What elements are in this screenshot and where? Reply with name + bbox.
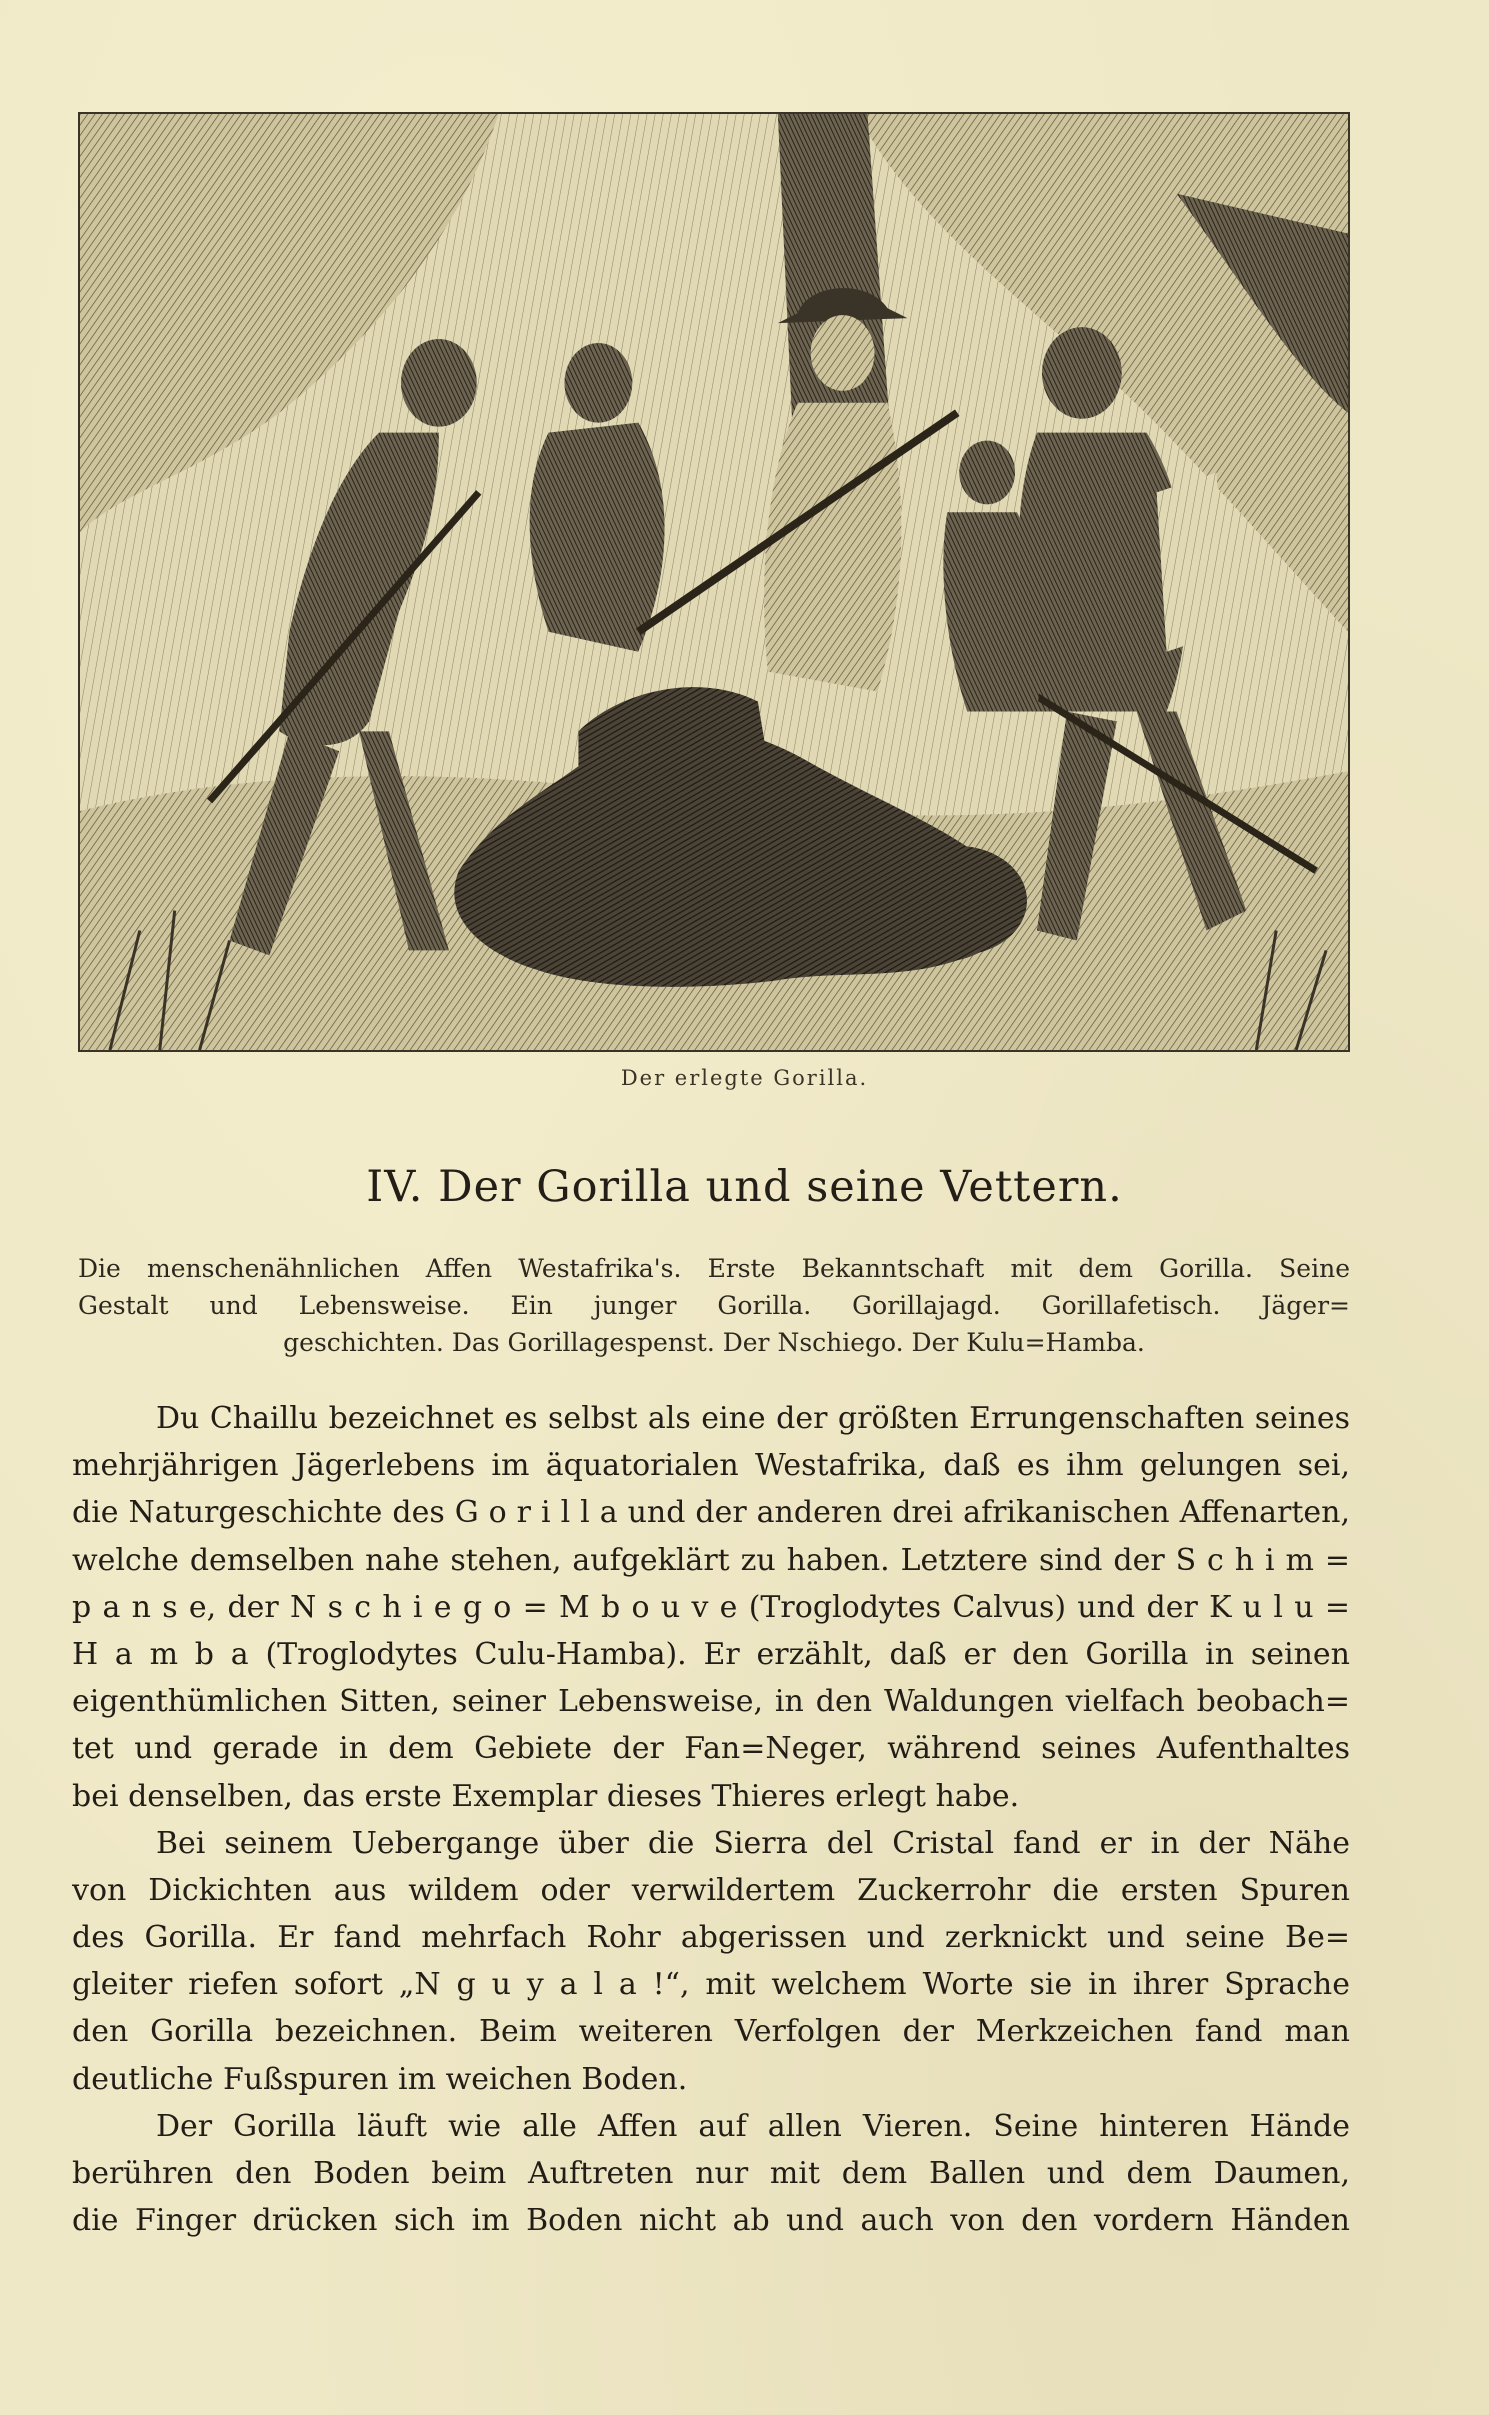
body-line: des Gorilla. Er fand mehrfach Rohr abgerissen und zerknickt und seine Be= xyxy=(72,1920,1350,1956)
body-line: H a m b a (Troglodytes Culu-Hamba). Er erzählt, daß er den Gorilla in seinen xyxy=(72,1636,1350,1672)
body-line: berühren den Boden beim Auftreten nur mit dem Ballen und dem Daumen, xyxy=(72,2156,1350,2191)
body-line: Der Gorilla läuft wie alle Affen auf allen Vieren. Seine hinteren Hände xyxy=(156,2108,1350,2144)
body-line: gleiter riefen sofort „N g u y a l a !“, mit welchem Worte sie in ihrer Sprache xyxy=(72,1967,1350,2003)
engraving-illustration xyxy=(78,112,1350,1052)
body-text xyxy=(72,1395,1350,2244)
summary-line: Gestalt und Lebensweise. Ein junger Gorilla. Gorillajagd. Gorillafetisch. Jäger= xyxy=(78,1291,1350,1320)
body-line: eigenthümlichen Sitten, seiner Lebensweise, in den Waldungen vielfach beobach= xyxy=(72,1684,1350,1720)
body-line: den Gorilla bezeichnen. Beim weiteren Verfolgen der Merkzeichen fand man xyxy=(72,2014,1350,2050)
body-line: tet und gerade in dem Gebiete der Fan=Neger, während seines Aufenthaltes xyxy=(72,1731,1350,1767)
body-line: mehrjährigen Jägerlebens im äquatorialen Westafrika, daß es ihm gelungen sei, xyxy=(72,1448,1350,1484)
chapter-title: IV. Der Gorilla und seine Vettern. xyxy=(366,1162,1123,1212)
figure-caption: Der erlegte Gorilla. xyxy=(620,1066,869,1090)
body-line: die Finger drücken sich im Boden nicht ab und auch von den vordern Händen xyxy=(72,2203,1350,2239)
body-line: Du Chaillu bezeichnet es selbst als eine der größten Errungenschaften seines xyxy=(156,1401,1350,1436)
engraving-artwork xyxy=(80,114,1348,1050)
summary-line: geschichten. Das Gorillagespenst. Der Nschiego. Der Kulu=Hamba. xyxy=(283,1328,1145,1357)
chapter-summary xyxy=(78,1250,1350,1361)
body-line: deutliche Fußspuren im weichen Boden. xyxy=(72,2061,688,2097)
body-line: Bei seinem Uebergange über die Sierra del Cristal fand er in der Nähe xyxy=(156,1825,1350,1861)
summary-line: Die menschenähnlichen Affen Westafrika's. Erste Bekanntschaft mit dem Gorilla. Seine xyxy=(78,1254,1350,1283)
body-line: welche demselben nahe stehen, aufgeklärt zu haben. Letztere sind der S c h i m = xyxy=(72,1542,1350,1578)
body-line: die Naturgeschichte des G o r i l l a und der anderen drei afrikanischen Affenarten, xyxy=(72,1495,1350,1531)
body-line: von Dickichten aus wildem oder verwildertem Zuckerrohr die ersten Spuren xyxy=(72,1872,1350,1908)
body-line: bei denselben, das erste Exemplar dieses Thieres erlegt habe. xyxy=(72,1778,1020,1814)
body-line: p a n s e, der N s c h i e g o = M b o u v e (Troglodytes Calvus) und der K u l u = xyxy=(72,1589,1350,1625)
